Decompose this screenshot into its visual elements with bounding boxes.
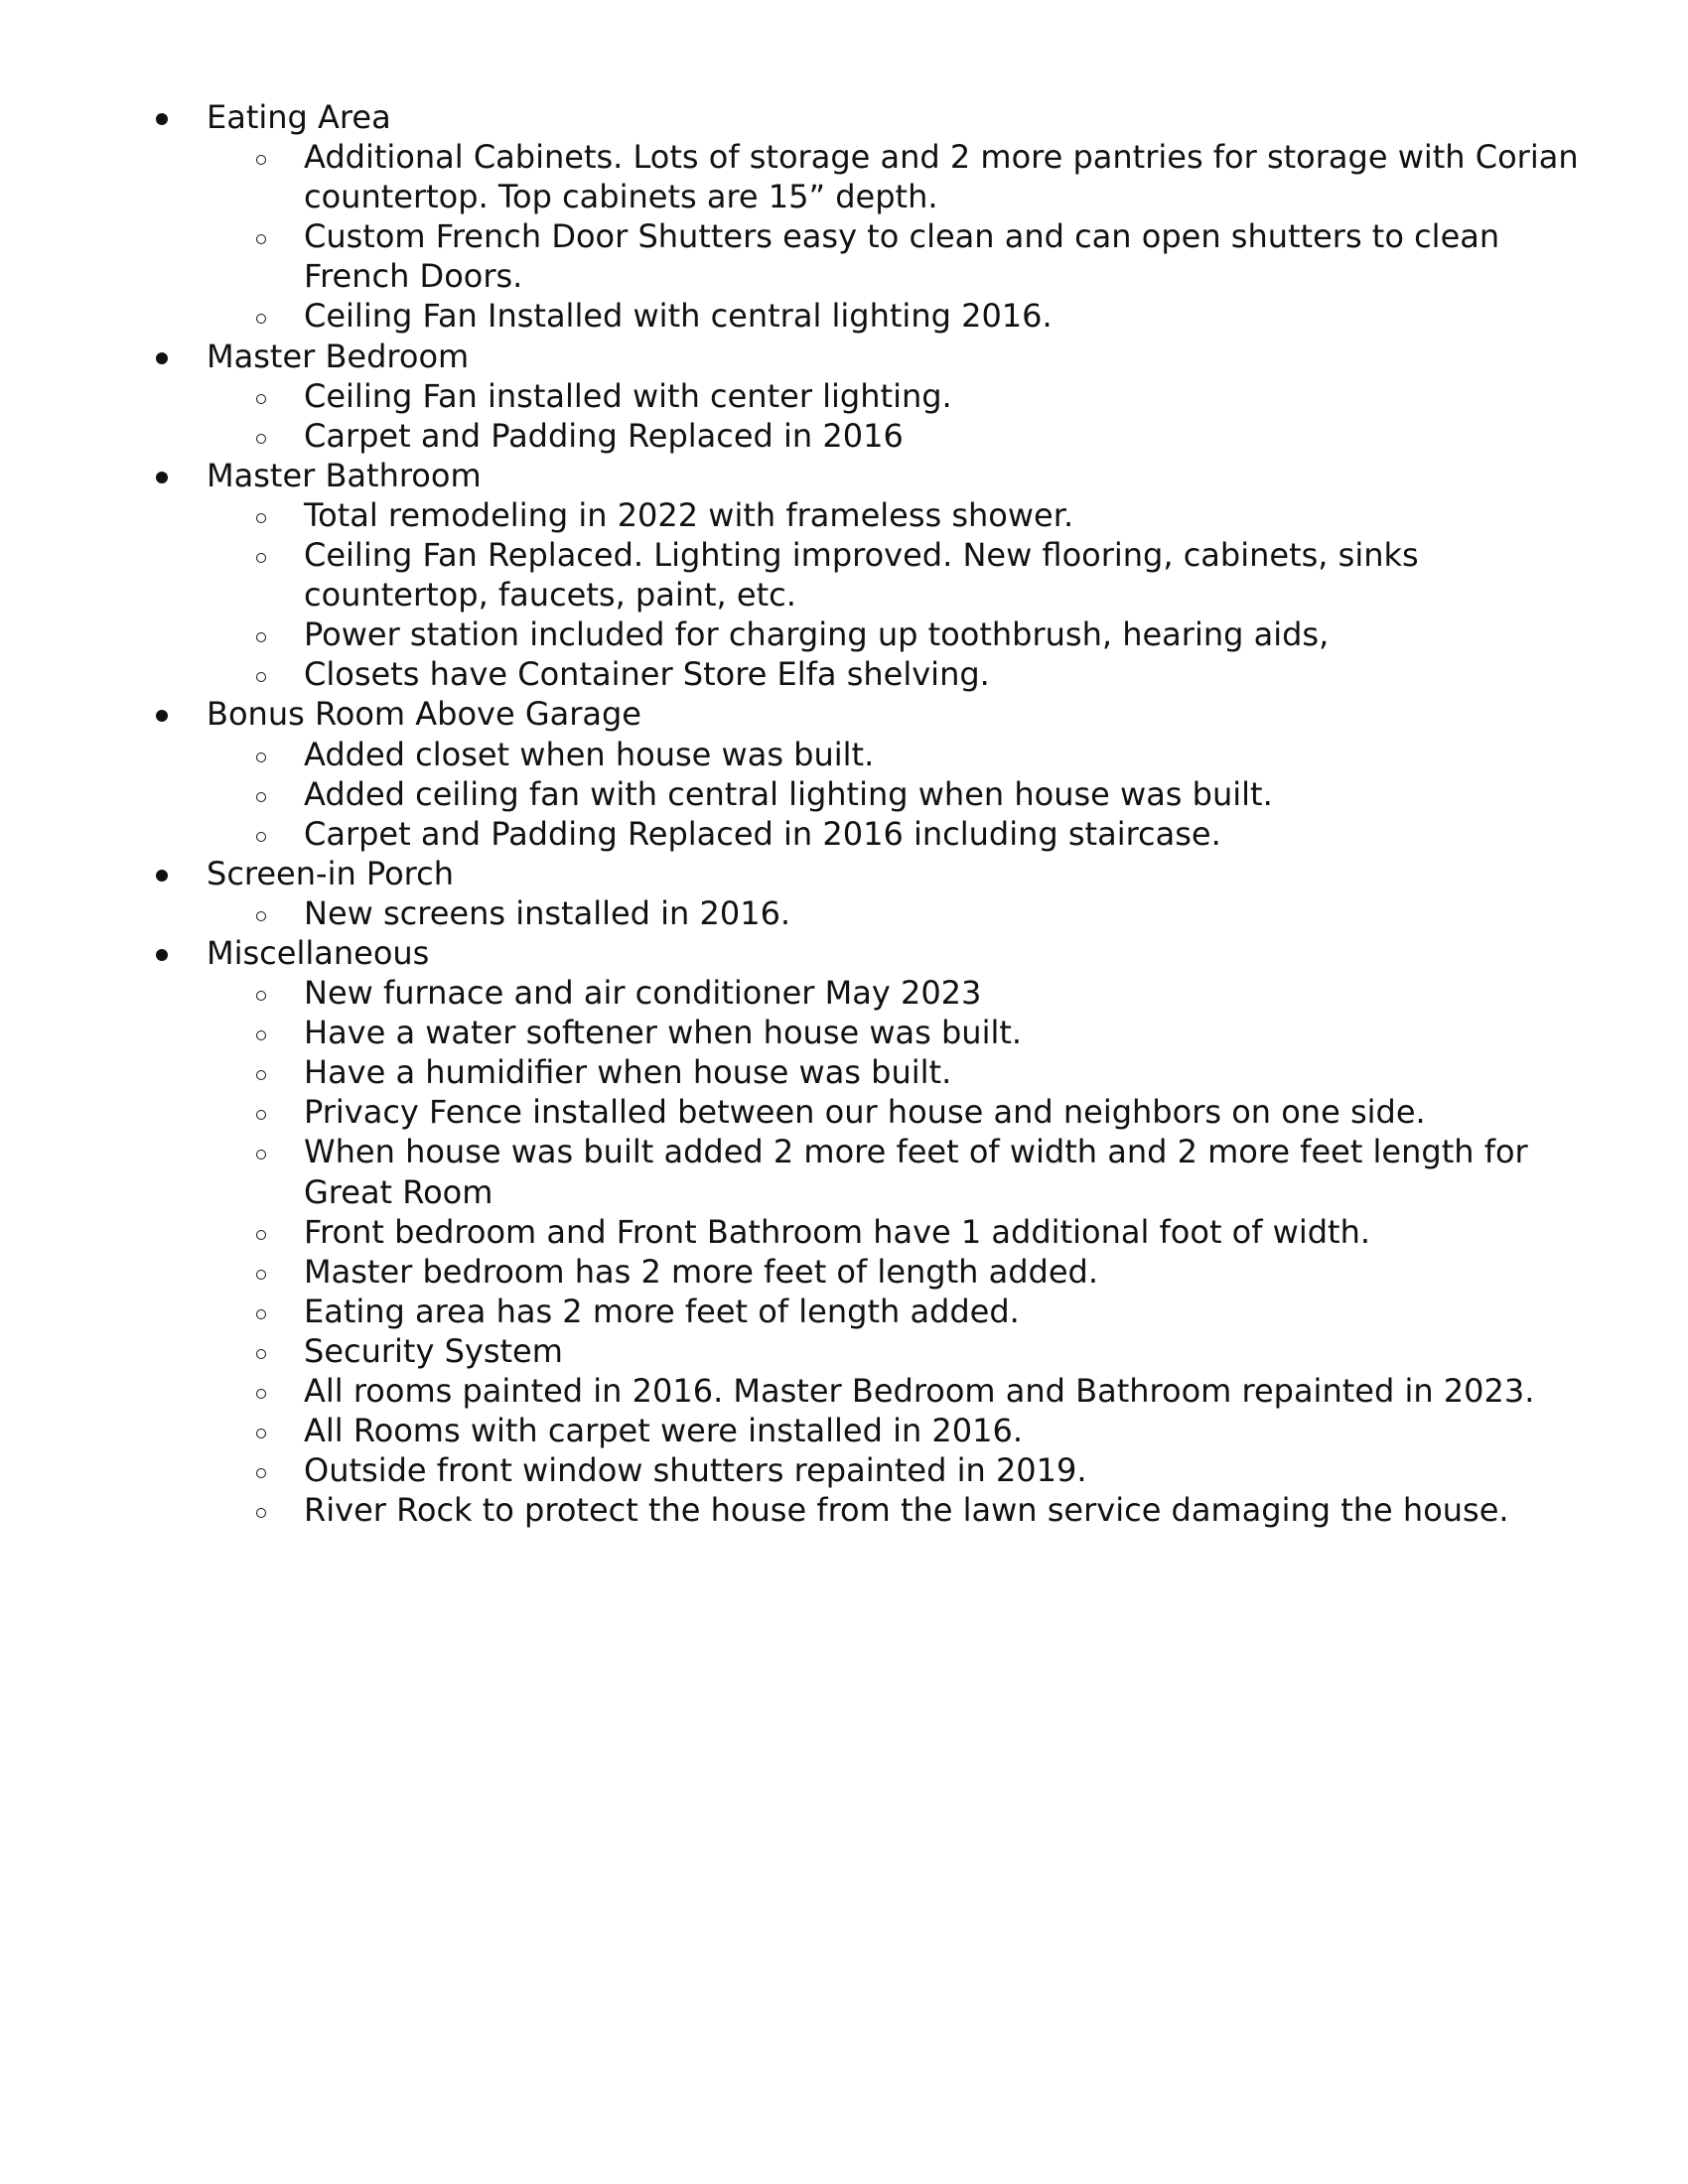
item-text: Custom French Door Shutters easy to clean and can open shutters to clean French Doors. [304, 217, 1500, 296]
heading-text: Screen-in Porch [207, 854, 454, 892]
list-heading [0, 337, 1688, 376]
list-item [0, 1490, 1688, 1530]
circle-bullet-icon [256, 792, 266, 802]
circle-bullet-icon [256, 155, 266, 165]
circle-bullet-icon [256, 911, 266, 921]
list-item [0, 893, 1688, 933]
list-item [0, 296, 1688, 336]
document-page [0, 97, 1688, 1530]
item-text: Have a humidifier when house was built. [304, 1053, 952, 1092]
item-text: Carpet and Padding Replaced in 2016 including staircase. [304, 814, 1221, 853]
list-heading [0, 456, 1688, 495]
list-item [0, 535, 1688, 614]
circle-bullet-icon [256, 752, 266, 762]
circle-bullet-icon [256, 1468, 266, 1478]
circle-bullet-icon [256, 513, 266, 523]
item-text: Closets have Container Store Elfa shelving. [304, 655, 990, 694]
circle-bullet-icon [256, 394, 266, 404]
list-item [0, 376, 1688, 416]
item-text: When house was built added 2 more feet of width and 2 more feet length for Great Room [304, 1133, 1528, 1211]
circle-bullet-icon [256, 234, 266, 244]
circle-bullet-icon [256, 434, 266, 444]
item-text: Ceiling Fan Replaced. Lighting improved. New flooring, cabinets, sinks countertop, faucets, paint, etc. [304, 536, 1419, 614]
heading-text: Miscellaneous [207, 933, 430, 972]
list-item [0, 137, 1688, 216]
list-item [0, 735, 1688, 774]
bullet-icon [156, 352, 168, 364]
circle-bullet-icon [256, 1349, 266, 1359]
list-item [0, 495, 1688, 535]
circle-bullet-icon [256, 1429, 266, 1438]
list-item [0, 1252, 1688, 1292]
list-item [0, 216, 1688, 296]
item-text: Carpet and Padding Replaced in 2016 [304, 416, 904, 455]
item-text: Ceiling Fan Installed with central lighting 2016. [304, 297, 1053, 336]
list-item [0, 973, 1688, 1013]
heading-text: Bonus Room Above Garage [207, 695, 641, 734]
item-text: Security System [304, 1331, 563, 1370]
list-item [0, 1292, 1688, 1331]
bullet-icon [156, 870, 168, 882]
circle-bullet-icon [256, 314, 266, 324]
list-heading [0, 694, 1688, 734]
section-miscellaneous [0, 933, 1688, 1530]
list-item [0, 1450, 1688, 1490]
section-screen-porch [0, 854, 1688, 933]
item-text: Outside front window shutters repainted in 2019. [304, 1451, 1087, 1490]
bullet-icon [156, 113, 168, 125]
list-heading [0, 933, 1688, 973]
list-item [0, 1371, 1688, 1411]
item-text: Additional Cabinets. Lots of storage and 2 more pantries for storage with Corian countertop. Top cabinets are 15” depth. [304, 138, 1579, 216]
item-text: Front bedroom and Front Bathroom have 1 additional foot of width. [304, 1212, 1371, 1251]
bullet-icon [156, 472, 168, 483]
section-master-bedroom [0, 337, 1688, 456]
bullet-icon [156, 949, 168, 961]
list-item [0, 1092, 1688, 1132]
circle-bullet-icon [256, 1110, 266, 1120]
list-item [0, 614, 1688, 654]
bullet-icon [156, 710, 168, 722]
item-text: New screens installed in 2016. [304, 893, 791, 932]
item-text: River Rock to protect the house from the lawn service damaging the house. [304, 1491, 1509, 1530]
section-eating-area [0, 97, 1688, 337]
item-text: All Rooms with carpet were installed in 2016. [304, 1412, 1024, 1450]
section-master-bathroom [0, 456, 1688, 695]
list-heading [0, 854, 1688, 893]
item-text: Total remodeling in 2022 with frameless shower. [304, 495, 1074, 534]
list-item [0, 1411, 1688, 1450]
heading-text: Master Bedroom [207, 337, 470, 375]
item-text: New furnace and air conditioner May 2023 [304, 974, 982, 1013]
circle-bullet-icon [256, 832, 266, 842]
circle-bullet-icon [256, 1508, 266, 1518]
circle-bullet-icon [256, 1309, 266, 1319]
list-item [0, 1052, 1688, 1092]
list-item [0, 654, 1688, 694]
item-text: Have a water softener when house was built. [304, 1014, 1023, 1052]
list-item [0, 774, 1688, 814]
list-item [0, 1013, 1688, 1052]
item-text: Privacy Fence installed between our house and neighbors on one side. [304, 1093, 1426, 1132]
list-item [0, 814, 1688, 854]
circle-bullet-icon [256, 1230, 266, 1240]
circle-bullet-icon [256, 1030, 266, 1040]
circle-bullet-icon [256, 991, 266, 1001]
heading-text: Master Bathroom [207, 456, 482, 494]
list-item [0, 1212, 1688, 1252]
item-text: Ceiling Fan installed with center lighting. [304, 376, 952, 415]
item-text: Added ceiling fan with central lighting when house was built. [304, 774, 1273, 813]
item-text: Eating area has 2 more feet of length added. [304, 1292, 1020, 1330]
circle-bullet-icon [256, 1389, 266, 1399]
circle-bullet-icon [256, 632, 266, 642]
heading-text: Eating Area [207, 98, 391, 136]
list-item [0, 1331, 1688, 1371]
list-item [0, 416, 1688, 456]
item-text: All rooms painted in 2016. Master Bedroom and Bathroom repainted in 2023. [304, 1372, 1535, 1410]
circle-bullet-icon [256, 1070, 266, 1080]
circle-bullet-icon [256, 553, 266, 563]
circle-bullet-icon [256, 672, 266, 682]
list-heading [0, 97, 1688, 137]
list-item [0, 1132, 1688, 1211]
circle-bullet-icon [256, 1270, 266, 1280]
circle-bullet-icon [256, 1150, 266, 1160]
item-text: Added closet when house was built. [304, 735, 875, 773]
item-text: Master bedroom has 2 more feet of length added. [304, 1252, 1098, 1291]
section-bonus-room [0, 694, 1688, 853]
item-text: Power station included for charging up toothbrush, hearing aids, [304, 615, 1330, 654]
